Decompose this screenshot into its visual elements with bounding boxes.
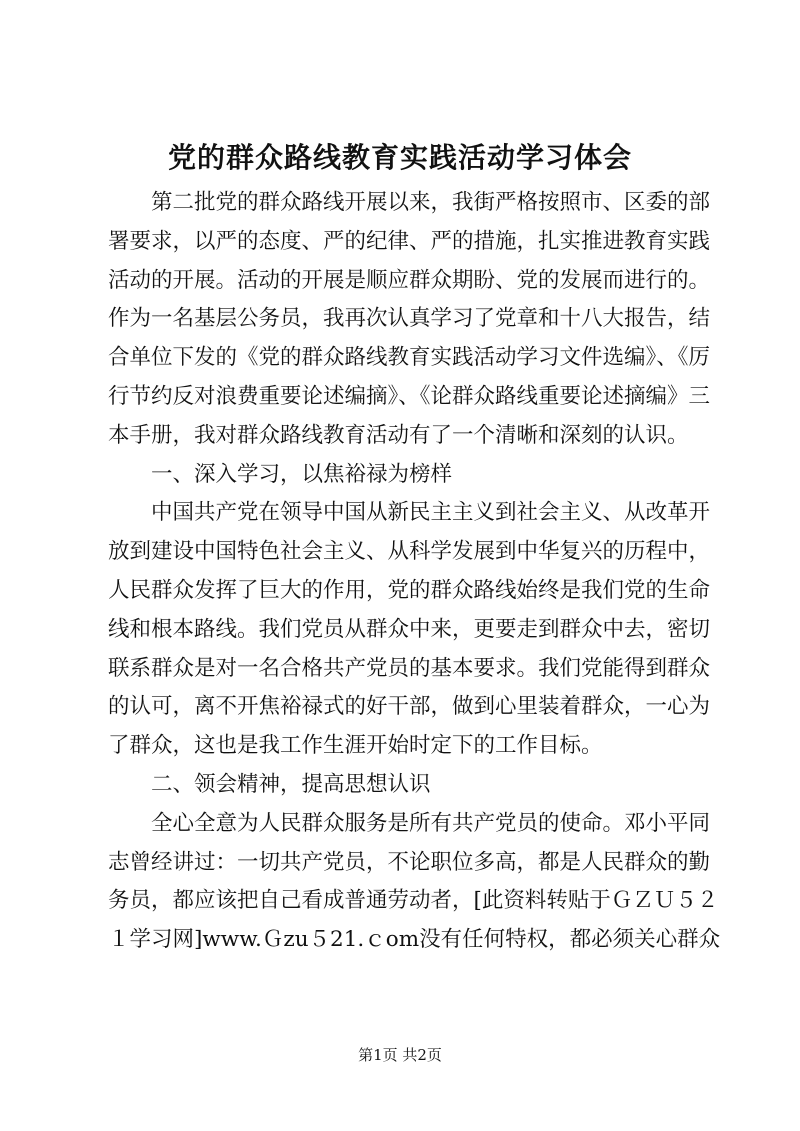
text-line: 了群众，这也是我工作生涯开始时定下的工作目标。 [108, 733, 603, 759]
text-line: 全心全意为人民群众服务是所有共产党员的使命。邓小平同 [151, 810, 711, 836]
text-line: 务员，都应该把自己看成普通劳动者，[此资料转贴于ＧＺＵ５２ [108, 888, 719, 914]
text-line: 本手册，我对群众路线教育活动有了一个清晰和深刻的认识。 [108, 422, 689, 448]
text-line: 线和根本路线。我们党员从群众中来，更要走到群众中去，密切 [108, 616, 711, 642]
text-line: 的认可，离不开焦裕禄式的好干部，做到心里装着群众，一心为 [108, 694, 711, 720]
text-line: 活动的开展。活动的开展是顺应群众期盼、党的发展而进行的。 [108, 267, 711, 293]
text-line: 联系群众是对一名合格共产党员的基本要求。我们党能得到群众 [108, 655, 711, 681]
text-line: 作为一名基层公务员，我再次认真学习了党章和十八大报告，结 [108, 306, 711, 332]
section-heading: 二、领会精神，提高思想认识 [151, 771, 431, 797]
section-heading: 一、深入学习，以焦裕禄为榜样 [151, 461, 453, 487]
document-title: 党的群众路线教育实践活动学习体会 [167, 141, 632, 174]
text-line: 中国共产党在领导中国从新民主主义到社会主义、从改革开 [151, 500, 711, 526]
text-line: 行节约反对浪费重要论述编摘》、《论群众路线重要论述摘编》三 [108, 383, 711, 409]
document-body [108, 184, 721, 960]
text-line: 放到建设中国特色社会主义、从科学发展到中华复兴的历程中， [108, 539, 711, 565]
text-line: 合单位下发的《党的群众路线教育实践活动学习文件选编》、《厉 [108, 345, 711, 371]
text-line: 志曾经讲过：一切共产党员，不论职位多高，都是人民群众的勤 [108, 849, 711, 875]
text-line: 人民群众发挥了巨大的作用，党的群众路线始终是我们党的生命 [108, 577, 711, 603]
page-footer: 第1页 共2页 [358, 1046, 442, 1064]
text-line: 第二批党的群众路线开展以来，我街严格按照市、区委的部 [151, 190, 711, 215]
text-line: 署要求，以严的态度、严的纪律、严的措施，扎实推进教育实践 [108, 228, 711, 254]
text-line: １学习网]www.Ｇzu５21.ｃom没有任何特权，都必须关心群众 [108, 927, 721, 953]
